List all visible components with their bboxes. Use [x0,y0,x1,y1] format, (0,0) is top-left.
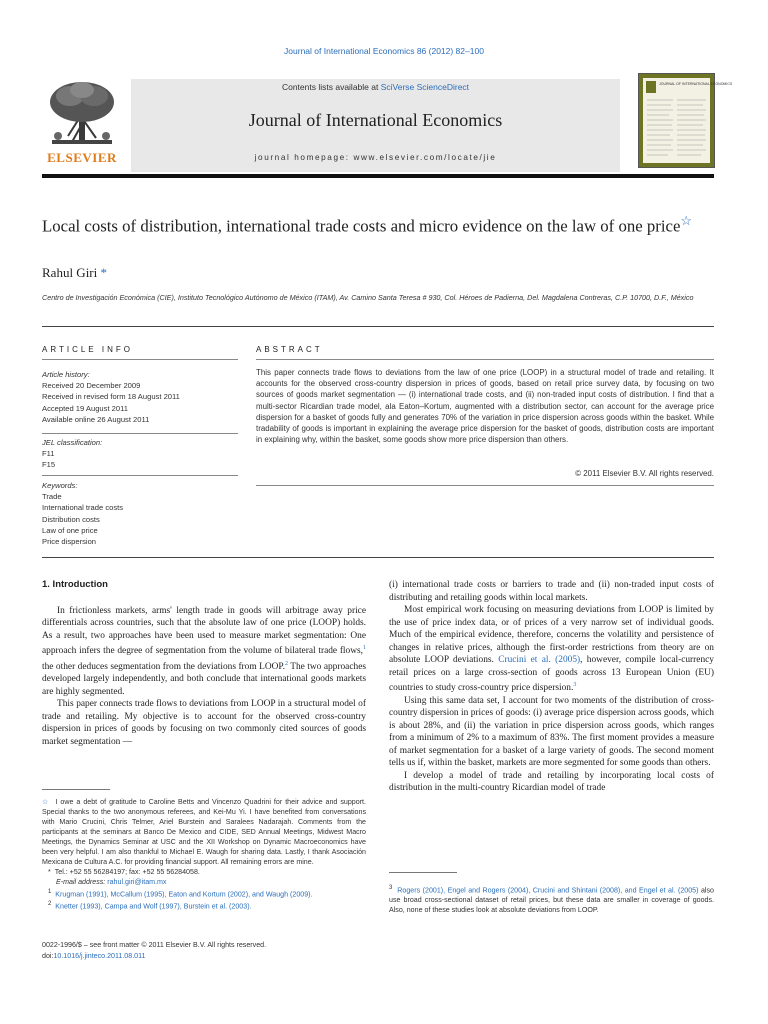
paper-title-text: Local costs of distribution, international trade costs and micro evidence on the law of one price [42,216,681,236]
article-history [42,369,238,425]
jel-label: JEL classification: [42,438,103,447]
author-affiliation: Centro de Investigación Económica (CIE), Instituto Tecnológico Autónomo de México (ITAM), Av. Camino Santa Teresa # 930, Col. Héroes de Padierna, Del. Magdalena Contreras, C.P. 10700, D.F., México [42,293,694,302]
sciencedirect-link[interactable]: SciVerse ScienceDirect [380,82,470,92]
email-note: E-mail address: rahul.giri@itam.mx [56,878,167,886]
section-heading: 1. Introduction [42,579,108,590]
keywords [42,480,238,547]
keyword: Price dispersion [42,537,97,547]
paragraph: Most empirical work focusing on measuring deviations from LOOP is limited by the use of price index data, or of prices of a very narrow set of individual goods. Much of the empirical evidence, therefore, concerns the volatility and persistence of changes in relative prices, although the first-order restrictions from theory are on absolute LOOP deviations. Crucini et al. (2005), however, compile local-currency retail prices on a large cross-section of goods across 13 European Union (EU) countries to study cross-country price dispersion.$^3$ [389,605,714,694]
jel-classification [42,437,238,471]
left-column [42,579,366,748]
abstract-heading: ABSTRACT [256,345,323,354]
article-info-rule [42,359,238,360]
elsevier-wordmark: ELSEVIER [47,150,117,165]
keyword: International trade costs [42,503,124,513]
jel-code: F11 [42,449,55,459]
body-rule [42,557,714,558]
jel-code: F15 [42,460,56,470]
paragraph: I develop a model of trade and retailing by incorporating local costs of distribution in the multi-country Ricardian model of trade [389,770,714,794]
paragraph: Using this same data set, I account for two moments of the distribution of cross-country dispersion in prices of goods: (i) average price dispersion across goods, which is about 28%, and (ii) the variation in price dispersion across goods, which ranges from a minimum of 2% to a maximum of 83%. The first moment provides a measure of market segmentation for a basket of a large variety of goods. The second moment tells us if, within the basket, markets are more segmented for some goods than others. [389,695,714,769]
history-item: Accepted 19 August 2011 [42,403,128,413]
journal-cover-thumbnail [638,73,733,168]
jel-rule [42,433,238,434]
history-item: Received 20 December 2009 [42,381,141,391]
footnote-ref[interactable]: 1 [363,645,366,651]
cover-page [643,78,733,163]
keywords-label: Keywords: [42,481,78,490]
footnotes-left [42,797,366,912]
abstract-bottom-rule [256,485,714,486]
abstract-copyright: © 2011 Elsevier B.V. All rights reserved. [575,469,714,478]
footnote-rule [42,789,110,790]
title-rule [42,326,714,327]
journal-title: Journal of International Economics [248,110,503,130]
author-name: Rahul Giri [42,265,98,280]
keyword: Distribution costs [42,514,100,524]
paragraph: In frictionless markets, arms' length trade in goods will arbitrage away price differentials across countries, such that the absolute law of one price (LOOP) holds. As a result, two approaches have been used to measure market segmentation: One approach infers the degree of segmentation from the volume of bilateral trade flows,$^1$ the other deduces segmentation from the deviations from LOOP.$^2$ The two approaches developed largely independently, and both conclude that international goods markets are highly segmented. [42,605,366,697]
footnote-1: $^1$ Krugman (1991), McCallum (1995), Eaton and Kortum (2002), and Waugh (2009). [48,889,313,899]
contact-note: * Tel.: +52 55 56284197; fax: +52 55 56284058. [48,868,200,876]
paragraph: This paper connects trade flows to deviations from LOOP in a structural model of trade and retailing. My objective is to account for the observed cross-country dispersion in prices of goods by focusing on two commonly cited sources of goods market segmentation — [42,699,366,747]
keywords-rule [42,475,238,476]
contents-line [131,82,620,92]
email-link[interactable]: rahul.giri@itam.mx [107,878,167,886]
footnote-2: $^2$ Knetter (1993), Campa and Wolf (1997), Burstein et al. (2003). [48,901,252,911]
footnote-ref[interactable]: 3 [573,682,577,688]
contents-prefix: Contents lists available at [281,82,381,92]
abstract-rule [256,359,714,360]
paper-title [42,210,722,238]
footnote-ref[interactable]: 2 [284,660,288,667]
footnote-3: $^3$ Rogers (2001), Engel and Rogers (2004), Crucini and Shintani (2008), and Engel et al. (2005) also use broad cross-sectional dataset of retail prices, but these data are smaller in coverage of goods. Also, none of these studies look at absolute deviations from LOOP. [389,885,714,915]
author [42,265,107,281]
citation-link[interactable]: Crucini et al. (2005) [498,655,581,665]
footnote-rule [389,872,457,873]
paragraph: (i) international trade costs or barriers to trade and (ii) non-traded input costs of distributing and retailing goods within local markets. [389,580,714,603]
right-column [389,579,714,795]
cover-title: JOURNAL OF INTERNATIONAL ECONOMICS [659,82,733,86]
doi-link[interactable]: 10.1016/j.jinteco.2011.08.011 [53,952,146,960]
journal-homepage[interactable]: journal homepage: www.elsevier.com/locate/jie [254,153,497,162]
footnote-3-links[interactable]: Rogers (2001), Engel and Rogers (2004), Crucini and Shintani (2008), and Engel et al. (2005) [397,886,699,895]
keyword: Trade [42,492,62,502]
doi-line: doi:10.1016/j.jinteco.2011.08.011 [42,952,146,960]
article-info-heading: ARTICLE INFO [42,345,133,354]
history-item: Available online 26 August 2011 [42,414,150,424]
header-rule [42,174,714,178]
title-footnote-marker[interactable]: ☆ [680,213,693,228]
keyword: Law of one price [42,525,98,535]
front-matter [42,940,366,962]
journal-citation[interactable]: Journal of International Economics 86 (2012) 82–100 [284,46,484,56]
abstract-text: This paper connects trade flows to deviations from the law of one price (LOOP) in a structural model of trade and retailing. It accounts for the observed cross-country dispersion in prices of goods, based on retail price survey data, by focusing on two sources of goods market segmentation — (i) international trade costs, and (ii) non-traded input costs of distribution. I find that a multi-sector Ricardian trade model, ala Eaton–Kortum, augmented with a distribution sector, can account for the average price dispersion for a basket of goods fully and generates 70% of the variation in price dispersion across goods within the basket. While tradability of goods is important in explaining the average price dispersion for the basket of goods, distribution costs are important in explaining why, within the basket, some goods show more price dispersion than others. [256,368,714,445]
history-item: Received in revised form 18 August 2011 [42,392,180,402]
star-marker: ☆ [42,798,56,806]
history-label: Article history: [42,370,90,379]
issn-line: 0022-1996/$ – see front matter © 2011 Elsevier B.V. All rights reserved. [42,941,267,949]
acknowledgement-note: ☆ I owe a debt of gratitude to Caroline Betts and Vincenzo Quadrini for their advice and support. Special thanks to the two anonymous referees, and Kei-Mu Yi. I have benefited from conversations with Mario Crucini, Chris Telmer, Ariel Burstein and Saralees Nadarajah. Comments from the participants at the seminars at Banco De Mexico and CIDE, SED Annual Meetings, Midwest Macro Meetings, the Dynamics Seminar at USC and the XII Workshop on Dynamic Macroeconomics have been very helpful. I am also thankful to Michael E. Waugh for sharing data. Lastly, I thank Asociación Mexicana de Cultura A.C. for providing financial support. All remaining errors are mine. [42,798,366,866]
author-footnote-marker[interactable]: * [100,265,107,280]
